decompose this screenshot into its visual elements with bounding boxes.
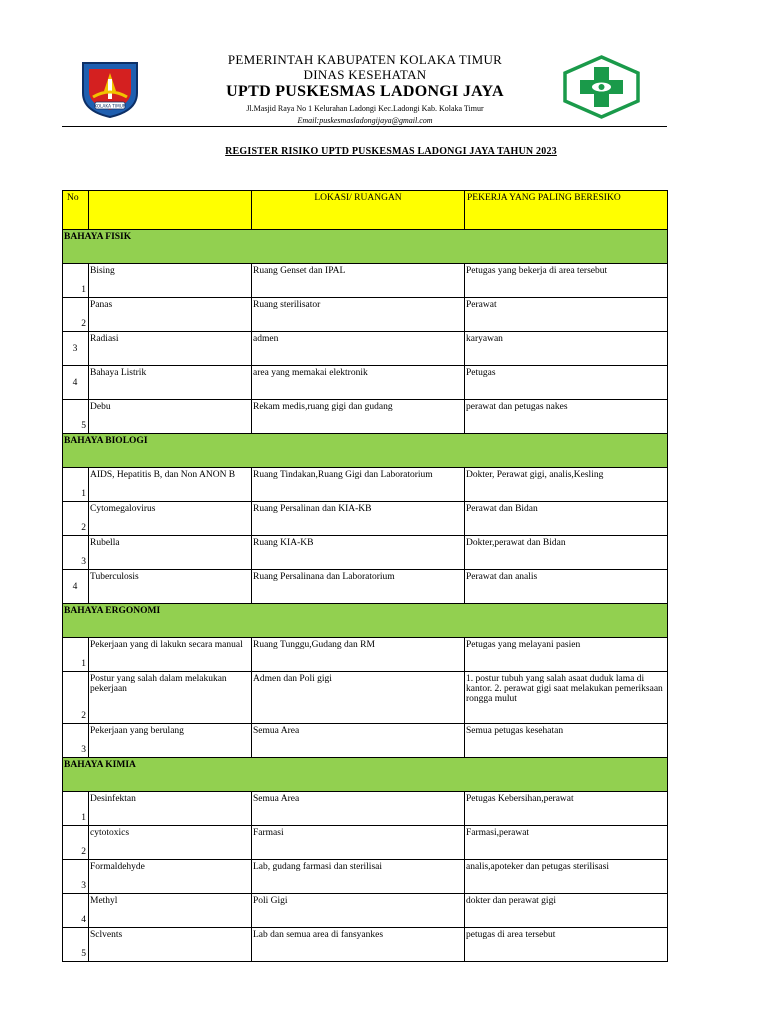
risk-register-table	[62, 190, 668, 962]
section-row	[63, 434, 668, 468]
location-cell: Ruang Genset dan IPAL	[252, 264, 465, 298]
worker-cell: Dokter, Perawat gigi, analis,Kesling	[465, 468, 668, 502]
office-name: DINAS KESEHATAN	[303, 67, 427, 82]
location-cell: Ruang Persalinan dan KIA-KB	[252, 502, 465, 536]
government-name: PEMERINTAH KABUPATEN KOLAKA TIMUR	[227, 52, 503, 67]
section-row	[63, 758, 668, 792]
row-number: 1	[63, 792, 89, 826]
table-row	[63, 264, 668, 298]
email: Email:puskesmasladongijaya@gmail.com	[297, 116, 433, 125]
table-row	[63, 792, 668, 826]
row-number: 4	[63, 570, 89, 604]
row-number: 1	[63, 638, 89, 672]
hazard-cell: Pekerjaan yang berulang	[89, 724, 252, 758]
location-cell: Lab dan semua area di fansyankes	[252, 928, 465, 962]
table-row	[63, 672, 668, 724]
row-number: 3	[63, 332, 89, 366]
location-cell: Farmasi	[252, 826, 465, 860]
letterhead-text	[150, 52, 580, 127]
table-row	[63, 860, 668, 894]
hazard-cell: Pekerjaan yang di lakukn secara manual	[89, 638, 252, 672]
row-number: 4	[63, 894, 89, 928]
header-rule	[62, 126, 667, 127]
hazard-cell: Methyl	[89, 894, 252, 928]
worker-cell: karyawan	[465, 332, 668, 366]
header-location: LOKASI/ RUANGAN	[252, 191, 465, 230]
location-cell: Admen dan Poli gigi	[252, 672, 465, 724]
table-row	[63, 826, 668, 860]
location-cell: Ruang Persalinana dan Laboratorium	[252, 570, 465, 604]
letterhead	[0, 0, 768, 130]
section-title: BAHAYA FISIK	[63, 230, 668, 264]
table-row	[63, 638, 668, 672]
row-number: 2	[63, 672, 89, 724]
header-worker: PEKERJA YANG PALING BERESIKO	[465, 191, 668, 230]
table-row	[63, 928, 668, 962]
regency-crest-icon	[79, 57, 141, 119]
hazard-cell: Bising	[89, 264, 252, 298]
worker-cell: perawat dan petugas nakes	[465, 400, 668, 434]
worker-cell: dokter dan perawat gigi	[465, 894, 668, 928]
institution-name: UPTD PUSKESMAS LADONGI JAYA	[226, 83, 504, 100]
hazard-cell: Sclvents	[89, 928, 252, 962]
crest-caption: KOLAKA TIMUR	[94, 103, 126, 109]
hazard-cell: Bahaya Listrik	[89, 366, 252, 400]
hazard-cell: Postur yang salah dalam melakukan pekerjaan	[89, 672, 252, 724]
location-cell: Ruang Tindakan,Ruang Gigi dan Laboratorium	[252, 468, 465, 502]
location-cell: Ruang KIA-KB	[252, 536, 465, 570]
table-row	[63, 570, 668, 604]
worker-cell: Dokter,perawat dan Bidan	[465, 536, 668, 570]
row-number: 2	[63, 502, 89, 536]
hazard-cell: Desinfektan	[89, 792, 252, 826]
location-cell: area yang memakai elektronik	[252, 366, 465, 400]
location-cell: Ruang Tunggu,Gudang dan RM	[252, 638, 465, 672]
row-number: 1	[63, 264, 89, 298]
section-title: BAHAYA ERGONOMI	[63, 604, 668, 638]
table-row	[63, 468, 668, 502]
row-number: 3	[63, 724, 89, 758]
row-number: 1	[63, 468, 89, 502]
location-cell: Semua Area	[252, 792, 465, 826]
header-hazard	[89, 191, 252, 230]
hazard-cell: Panas	[89, 298, 252, 332]
hazard-cell: cytotoxics	[89, 826, 252, 860]
hazard-cell: Cytomegalovirus	[89, 502, 252, 536]
section-title: BAHAYA KIMIA	[63, 758, 668, 792]
address: Jl.Masjid Raya No 1 Kelurahan Ladongi Kec.Ladongi Kab. Kolaka Timur	[246, 104, 484, 113]
worker-cell: Perawat	[465, 298, 668, 332]
location-cell: Semua Area	[252, 724, 465, 758]
hazard-cell: Rubella	[89, 536, 252, 570]
table-row	[63, 298, 668, 332]
document-title: REGISTER RISIKO UPTD PUSKESMAS LADONGI JAYA TAHUN 2023	[225, 146, 557, 157]
section-row	[63, 230, 668, 264]
worker-cell: Petugas yang melayani pasien	[465, 638, 668, 672]
table-row	[63, 894, 668, 928]
worker-cell: Petugas	[465, 366, 668, 400]
location-cell: Poli Gigi	[252, 894, 465, 928]
location-cell: admen	[252, 332, 465, 366]
table-row	[63, 400, 668, 434]
row-number: 3	[63, 536, 89, 570]
table-row	[63, 724, 668, 758]
row-number: 4	[63, 366, 89, 400]
worker-cell: analis,apoteker dan petugas sterilisasi	[465, 860, 668, 894]
row-number: 5	[63, 400, 89, 434]
row-number: 5	[63, 928, 89, 962]
table-row	[63, 332, 668, 366]
location-cell: Rekam medis,ruang gigi dan gudang	[252, 400, 465, 434]
row-number: 3	[63, 860, 89, 894]
section-title: BAHAYA BIOLOGI	[63, 434, 668, 468]
table-header-row	[63, 191, 668, 230]
section-row	[63, 604, 668, 638]
table-row	[63, 366, 668, 400]
row-number: 2	[63, 826, 89, 860]
worker-cell: Semua petugas kesehatan	[465, 724, 668, 758]
hazard-cell: AIDS, Hepatitis B, dan Non ANON B	[89, 468, 252, 502]
worker-cell: Farmasi,perawat	[465, 826, 668, 860]
table-row	[63, 536, 668, 570]
location-cell: Lab, gudang farmasi dan sterilisai	[252, 860, 465, 894]
row-number: 2	[63, 298, 89, 332]
worker-cell: Perawat dan Bidan	[465, 502, 668, 536]
worker-cell: Petugas Kebersihan,perawat	[465, 792, 668, 826]
header-no: No	[63, 191, 89, 230]
worker-cell: petugas di area tersebut	[465, 928, 668, 962]
hazard-cell: Formaldehyde	[89, 860, 252, 894]
worker-cell: 1. postur tubuh yang salah asaat duduk lama di kantor. 2. perawat gigi saat melakukan pemeriksaan rongga mulut	[465, 672, 668, 724]
worker-cell: Petugas yang bekerja di area tersebut	[465, 264, 668, 298]
hazard-cell: Tuberculosis	[89, 570, 252, 604]
hazard-cell: Debu	[89, 400, 252, 434]
location-cell: Ruang sterilisator	[252, 298, 465, 332]
hazard-cell: Radiasi	[89, 332, 252, 366]
table-row	[63, 502, 668, 536]
health-cross-icon	[563, 55, 640, 119]
worker-cell: Perawat dan analis	[465, 570, 668, 604]
